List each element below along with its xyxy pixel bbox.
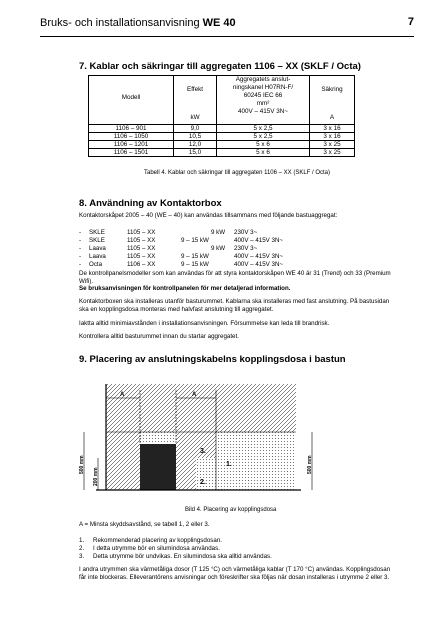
list-item: 3. Detta utrymme bör undvikas. En silumindosa ska alltid användas. (79, 553, 272, 560)
cable-fuse-table (88, 75, 355, 157)
cell-model: 1106 – 1501 (89, 149, 174, 157)
label-zone-3: 3. (200, 448, 206, 455)
dim-200-label: 200 mm (93, 467, 99, 486)
legend-a: A = Minsta skyddsavstånd, se tabell 1, 2 eller 3. (79, 521, 210, 528)
col-header-model: Modell (89, 76, 174, 125)
cell-cable: 5 x 2,5 (217, 133, 310, 141)
col-header-effect: Effekt kW (174, 76, 217, 125)
cell-model: 1106 – 901 (89, 125, 174, 133)
junction-box-diagram (76, 380, 336, 500)
section-9-heading: 9. Placering av anslutningskabelns kopplingsdosa i bastun (79, 354, 346, 365)
cell-effect: 10,5 (174, 133, 217, 141)
cell-effect: 9,0 (174, 125, 217, 133)
cell-fuse: 3 x 25 (310, 141, 355, 149)
final-paragraph: I andra utrymmen ska värmetåliga dosor (T 125 °C) och värmetåliga kablar (T 170 °C) användas. Kopplingsdosan får inte blockeras. Elleverantörens anvisningar och föreskrifter ska följas när dosan installeras i utrymme 2 eller 3. (79, 566, 391, 581)
page-header (40, 12, 414, 37)
cell-model: 1106 – 1201 (89, 141, 174, 149)
label-a-right: A (192, 392, 197, 398)
cell-cable: 5 x 6 (217, 141, 310, 149)
section-7-heading: 7. Kablar och säkringar till aggregaten 1106 – XX (SKLF / Octa) (79, 61, 361, 72)
list-item: 2. I detta utrymme bör en silumindosa användas. (79, 545, 220, 552)
cell-cable: 5 x 2,5 (217, 125, 310, 133)
col-header-fuse: Säkring A (310, 76, 355, 125)
col-header-cable: Aggregatets anslut- ningskanel H07RN-F/ 60245 IEC 66 mm² 400V – 415V 3N~ (217, 76, 310, 125)
table-row (89, 141, 355, 149)
cell-fuse: 3 x 16 (310, 125, 355, 133)
installation-paragraph: Kontaktorboxen ska installeras utanför basturummet. Kablarna ska installeras med fast anslutning. På bastusidan ska en kopplingsdosa monteras med halvfast anslutning till aggregatet. (79, 298, 390, 313)
heater-shape (140, 444, 176, 490)
cell-fuse: 3 x 25 (310, 149, 355, 157)
cell-effect: 12,0 (174, 141, 217, 149)
zone-2 (196, 458, 216, 490)
cell-cable: 5 x 6 (217, 149, 310, 157)
header-title: Bruks- och installationsanvisning WE 40 (40, 17, 236, 29)
check-room-paragraph: Kontrollera alltid basturummet innan du startar aggregatet. (79, 333, 239, 340)
dim-500-left-label: 500 mm (79, 455, 85, 474)
cell-effect: 15,0 (174, 149, 217, 157)
cell-fuse: 3 x 16 (310, 133, 355, 141)
dim-500-right-label: 500 mm (307, 455, 313, 474)
table-caption: Tabell 4. Kablar och säkringar till aggregaten 1106 – XX (SKLF / Octa) (144, 170, 330, 176)
page-number: 7 (407, 16, 414, 28)
table-row (89, 125, 355, 133)
zone-hatched-left (106, 432, 140, 490)
table-row (89, 133, 355, 141)
ceiling-hatch (106, 384, 296, 434)
distance-paragraph: Iaktta alltid minimiavstånden i installationsanvisningen. Försummelse kan leda till brandrisk. (79, 320, 330, 327)
list-item: 1. Rekommenderad placering av kopplingsdosan. (79, 537, 222, 544)
control-panel-paragraph: De kontrollpanelsmodeller som kan användas för att styra kontaktorskåpen WE 40 är 31 (Trend) och 33 (Premium Wifi). Se bruksanvisningen för kontrollpanelen för mer detaljerad information. (79, 270, 391, 293)
label-zone-2: 2. (200, 479, 206, 486)
figure-caption: Bild 4. Placering av kopplingsdosa (185, 507, 277, 513)
cell-model: 1106 – 1050 (89, 133, 174, 141)
table-row (89, 149, 355, 157)
section-8-intro: Kontaktorskåpet 2005 – 40 (WE – 40) kan användas tillsammans med följande bastuaggregat: (79, 212, 338, 219)
section-8-heading: 8. Användning av Kontaktorbox (79, 198, 222, 209)
label-zone-1: 1. (226, 461, 232, 468)
label-a-left: A (120, 392, 125, 398)
